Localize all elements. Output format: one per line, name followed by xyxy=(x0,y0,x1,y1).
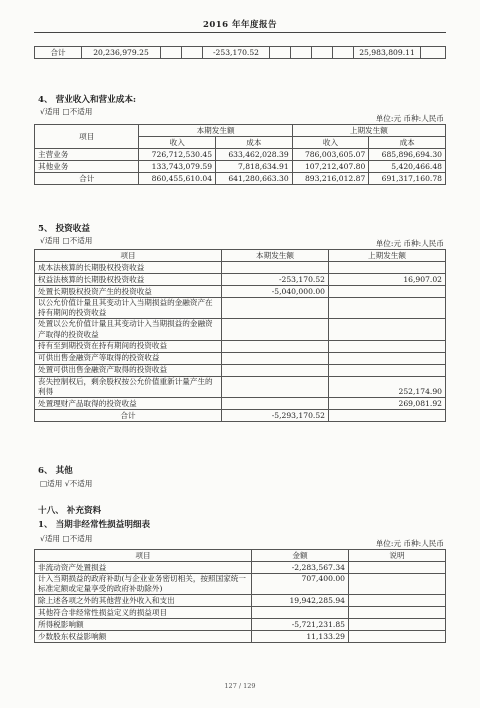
table-row: 除上述各项之外的其他营业外收入和支出 19,942,285.94 xyxy=(35,595,446,607)
investment-income-table: 项目 本期发生额 上期发生额 成本法核算的长期股权投资收益 权益法核算的长期股权投资收益 -253,170.52 16,907.02 处置长期股权投资产生的投资收益 -5,040,000.00 以公允价值计量且其变动计入当期损益的金融资产在持有期间的投资收益 处置以公允价值计量且其变动计入当期损益的金融资产取得的投资收益 持有至到期投资在持有期间的投资收益 可供出售金融资产等取得的投资收益 处置可供出售金融资产取得的投资收益 丧失控制权后，剩余股权按公允价值重新计量产生的利得 252,174.90 处置理财产品取得的投资收益 269,081.92 合计 -5,293,170.52 xyxy=(34,249,446,422)
section-4-heading: 4、 营业收入和营业成本: xyxy=(38,95,137,105)
section-18-unit: 单位:元 币种:人民币 xyxy=(375,539,444,548)
table-row: 以公允价值计量且其变动计入当期损益的金融资产在持有期间的投资收益 xyxy=(35,298,446,319)
table-row: 非流动资产处置损益 -2,283,567.34 xyxy=(35,562,446,574)
section-6-heading: 6、 其他 xyxy=(38,466,73,476)
section-6-options: □适用 √不适用 xyxy=(40,479,93,488)
header-divider xyxy=(34,32,446,33)
non-recurring-table: 项目 金额 说明 非流动资产处置损益 -2,283,567.34 计入当期损益的政府补助(与企业业务密切相关，按照国家统一标准定额或定量享受的政府补助除外) 707,400.00 除上述各项之外的其他营业外收入和支出 19,942,285.94 其他符合非经常性损益定义的损益项目 所得税影响额 -5,721,231.85 少数股东权益影响额 11,133.29 xyxy=(34,549,446,643)
table-row: 少数股东权益影响额 11,133.29 xyxy=(35,631,446,643)
table-row: 合计 20,236,979.25 -253,170.52 25,983,809.11 xyxy=(35,47,446,59)
table-row: 合计 -5,293,170.52 xyxy=(35,410,446,422)
revenue-cost-table: 项目 本期发生额 上期发生额 收入 成本 收入 成本 主营业务 726,712,530.45 633,462,028.39 786,003,605.07 685,896,694.30 其他业务 133,743,079.59 7,818,634.91 107,212,407.80 5,420,466.48 合计 860,455,610.04 641,280,663.30 893,216,012.87 691,317,160.78 xyxy=(34,124,446,185)
table-row: 处置以公允价值计量且其变动计入当期损益的金融资产取得的投资收益 xyxy=(35,319,446,340)
section-18-subheading: 1、 当期非经常性损益明细表 xyxy=(38,520,151,530)
page-number: 127 / 129 xyxy=(224,682,256,690)
table-row: 所得税影响额 -5,721,231.85 xyxy=(35,619,446,631)
table-row: 其他业务 133,743,079.59 7,818,634.91 107,212,407.80 5,420,466.48 xyxy=(35,161,446,173)
report-header: 2016 年年度报告 xyxy=(202,20,278,30)
table-row: 丧失控制权后，剩余股权按公允价值重新计量产生的利得 252,174.90 xyxy=(35,376,446,397)
table-row: 处置理财产品取得的投资收益 269,081.92 xyxy=(35,398,446,410)
table-row: 处置可供出售金融资产取得的投资收益 xyxy=(35,364,446,376)
table-row: 权益法核算的长期股权投资收益 -253,170.52 16,907.02 xyxy=(35,274,446,286)
table-row: 持有至到期投资在持有期间的投资收益 xyxy=(35,340,446,352)
table-row: 计入当期损益的政府补助(与企业业务密切相关，按照国家统一标准定额或定量享受的政府补助除外) 707,400.00 xyxy=(35,574,446,595)
section-5-unit: 单位:元 币种:人民币 xyxy=(375,239,444,248)
section-18-options: √适用 □不适用 xyxy=(40,534,93,543)
table-row: 成本法核算的长期股权投资收益 xyxy=(35,262,446,274)
table-row: 其他符合非经常性损益定义的损益项目 xyxy=(35,607,446,619)
table-row: 可供出售金融资产等取得的投资收益 xyxy=(35,352,446,364)
section-5-heading: 5、 投资收益 xyxy=(38,224,90,234)
table-row: 合计 860,455,610.04 641,280,663.30 893,216,012.87 691,317,160.78 xyxy=(35,173,446,185)
section-5-options: √适用 □不适用 xyxy=(40,236,93,245)
section-4-options: √适用 □不适用 xyxy=(40,107,93,116)
table-row: 处置长期股权投资产生的投资收益 -5,040,000.00 xyxy=(35,286,446,298)
table-row: 主营业务 726,712,530.45 633,462,028.39 786,003,605.07 685,896,694.30 xyxy=(35,149,446,161)
section-4-unit: 单位:元 币种:人民币 xyxy=(375,114,444,123)
section-18-heading: 十八、 补充资料 xyxy=(38,506,102,516)
prev-total-table xyxy=(34,46,446,59)
